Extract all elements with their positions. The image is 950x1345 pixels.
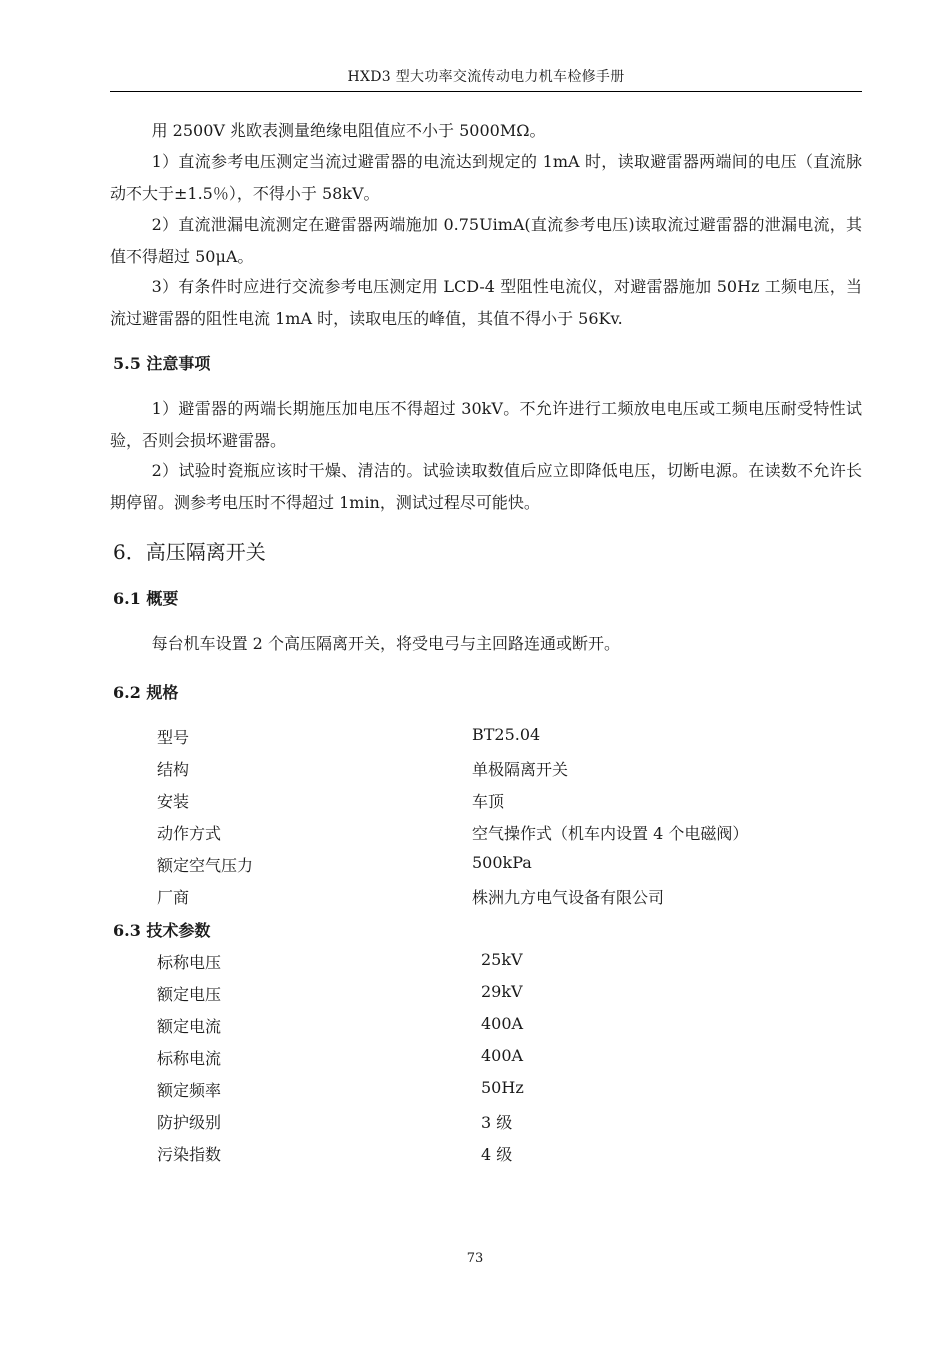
param-value: 29kV: [481, 982, 523, 1001]
section-6-1-heading: 6.1 概要: [113, 589, 179, 608]
paragraph-dc-reference-voltage: 1）直流参考电压测定当流过避雷器的电流达到规定的 1mA 时，读取避雷器两端间的电压（直流脉动不大于±1.5％），不得小于 58kV。: [110, 152, 862, 203]
page-header: HXD3 型大功率交流传动电力机车检修手册: [347, 69, 625, 85]
spec-value: 500kPa: [472, 853, 532, 872]
paragraph-ac-reference-voltage: 3）有条件时应进行交流参考电压测定用 LCD-4 型阻性电流仪，对避雷器施加 50Hz 工频电压，当流过避雷器的阻性电流 1mA 时，读取电压的峰值，其值不得小于 56Kv.: [110, 277, 862, 328]
param-label: 防护级别: [157, 1113, 222, 1132]
spec-label: 安装: [157, 792, 190, 811]
param-label: 污染指数: [157, 1145, 222, 1164]
param-value: 4 级: [481, 1145, 513, 1164]
paragraph-overview: 每台机车设置 2 个高压隔离开关，将受电弓与主回路连通或断开。: [151, 634, 620, 653]
section-6-heading: 6．高压隔离开关: [113, 540, 266, 564]
param-label: 额定频率: [157, 1081, 222, 1100]
param-label: 标称电压: [157, 953, 222, 972]
param-label: 标称电流: [157, 1049, 222, 1068]
header-rule: [110, 91, 862, 92]
spec-value: BT25.04: [472, 725, 541, 744]
section-6-3-heading: 6.3 技术参数: [113, 921, 211, 940]
spec-label: 结构: [157, 760, 190, 779]
paragraph-notice-2: 2）试验时瓷瓶应该时干燥、清洁的。试验读取数值后应立即降低电压，切断电源。在读数不允许长期停留。测参考电压时不得超过 1min，测试过程尽可能快。: [110, 461, 862, 512]
paragraph-insulation: 用 2500V 兆欧表测量绝缘电阻值应不小于 5000MΩ。: [151, 121, 546, 140]
spec-value: 空气操作式（机车内设置 4 个电磁阀）: [472, 824, 749, 843]
param-value: 400A: [481, 1046, 524, 1065]
spec-value: 株洲九方电气设备有限公司: [472, 888, 665, 907]
spec-label: 额定空气压力: [157, 856, 254, 875]
spec-value: 车顶: [472, 792, 505, 811]
section-6-2-heading: 6.2 规格: [113, 683, 179, 702]
param-value: 25kV: [481, 950, 523, 969]
spec-label: 动作方式: [157, 824, 222, 843]
param-value: 3 级: [481, 1113, 513, 1132]
paragraph-notice-1: 1）避雷器的两端长期施压加电压不得超过 30kV。不允许进行工频放电电压或工频电压耐受特性试验，否则会损坏避雷器。: [110, 399, 862, 450]
spec-label: 型号: [157, 728, 190, 747]
page-number: 73: [466, 1251, 484, 1266]
section-5-5-heading: 5.5 注意事项: [113, 354, 211, 373]
param-value: 400A: [481, 1014, 524, 1033]
spec-label: 厂商: [157, 888, 190, 907]
param-label: 额定电压: [157, 985, 222, 1004]
paragraph-dc-leakage-current: 2）直流泄漏电流测定在避雷器两端施加 0.75UimA(直流参考电压)读取流过避雷器的泄漏电流，其值不得超过 50μA。: [110, 215, 862, 266]
spec-value: 单极隔离开关: [472, 760, 569, 779]
param-value: 50Hz: [481, 1078, 524, 1097]
param-label: 额定电流: [157, 1017, 222, 1036]
